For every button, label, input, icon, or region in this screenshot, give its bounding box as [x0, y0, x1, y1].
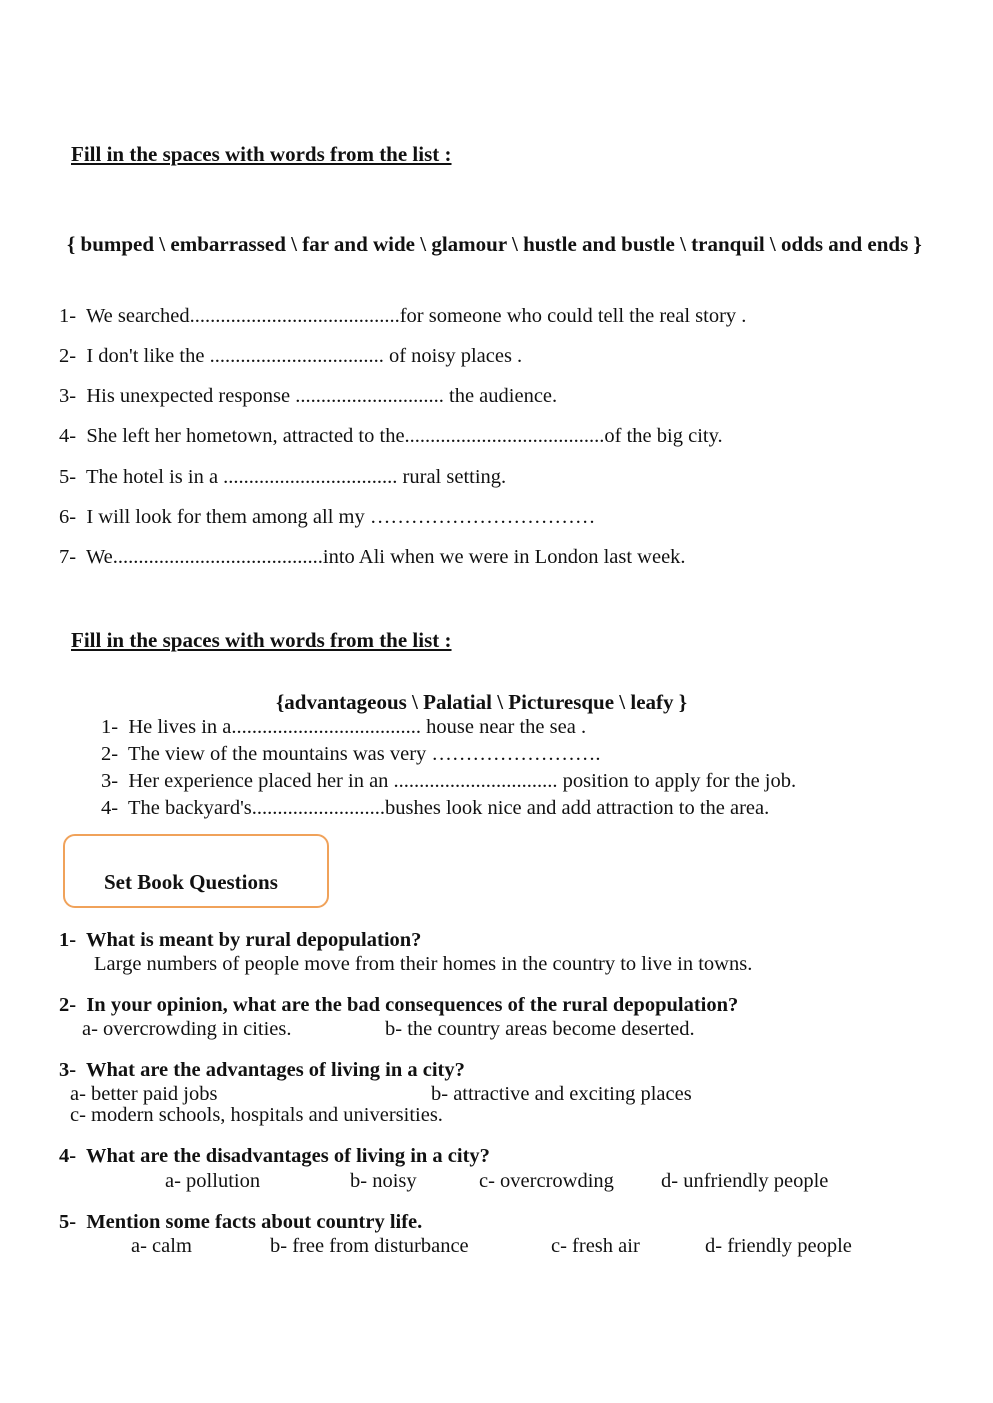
- section1-item-6: 6- I will look for them among all my ……………………………: [59, 506, 596, 528]
- section1-heading: Fill in the spaces with words from the list :: [71, 142, 452, 166]
- section1-word-list: { bumped \ embarrassed \ far and wide \ glamour \ hustle and bustle \ tranquil \ odds and ends }: [67, 232, 922, 256]
- section1-item-7: 7- We.........................................into Ali when we were in London last week.: [59, 546, 686, 568]
- section1-item-2: 2- I don't like the .................................. of noisy places .: [59, 345, 523, 367]
- question-2: 2- In your opinion, what are the bad consequences of the rural depopulation?: [59, 994, 739, 1016]
- answer-4b: b- noisy: [350, 1170, 417, 1192]
- question-4: 4- What are the disadvantages of living in a city?: [59, 1145, 490, 1167]
- section1-item-3: 3- His unexpected response ............................. the audience.: [59, 385, 558, 407]
- answer-4a: a- pollution: [165, 1170, 261, 1192]
- section1-item-5: 5- The hotel is in a .................................. rural setting.: [59, 466, 507, 488]
- answer-2b: b- the country areas become deserted.: [385, 1018, 695, 1040]
- answer-4d: d- unfriendly people: [661, 1170, 829, 1192]
- section2-item-4: 4- The backyard's..........................bushes look nice and add attraction to the area.: [101, 797, 770, 819]
- answer-5d: d- friendly people: [705, 1235, 852, 1257]
- answer-5c: c- fresh air: [551, 1235, 640, 1257]
- answer-4c: c- overcrowding: [479, 1170, 614, 1192]
- section2-item-3: 3- Her experience placed her in an ................................ position to apply for the job.: [101, 770, 797, 792]
- section1-item-4: 4- She left her hometown, attracted to the.......................................of the big city.: [59, 425, 723, 447]
- section2-item-2: 2- The view of the mountains was very …………………….: [101, 743, 601, 765]
- set-book-title: Set Book Questions: [104, 870, 278, 894]
- section2-word-list: {advantageous \ Palatial \ Picturesque \ leafy }: [276, 690, 688, 714]
- question-1: 1- What is meant by rural depopulation?: [59, 929, 422, 951]
- set-book-title-box: [63, 834, 329, 908]
- section2-heading: Fill in the spaces with words from the list :: [71, 628, 452, 652]
- answer-1: Large numbers of people move from their homes in the country to live in towns.: [94, 953, 753, 975]
- answer-3a: a- better paid jobs: [70, 1083, 218, 1105]
- question-5: 5- Mention some facts about country life.: [59, 1211, 423, 1233]
- answer-3c: c- modern schools, hospitals and universities.: [70, 1104, 443, 1126]
- question-3: 3- What are the advantages of living in a city?: [59, 1059, 465, 1081]
- answer-2a: a- overcrowding in cities.: [82, 1018, 292, 1040]
- answer-5b: b- free from disturbance: [270, 1235, 469, 1257]
- answer-5a: a- calm: [131, 1235, 192, 1257]
- answer-3b: b- attractive and exciting places: [431, 1083, 692, 1105]
- section2-item-1: 1- He lives in a..................................... house near the sea .: [101, 716, 587, 738]
- section1-item-1: 1- We searched.........................................for someone who could tell the real story .: [59, 305, 747, 327]
